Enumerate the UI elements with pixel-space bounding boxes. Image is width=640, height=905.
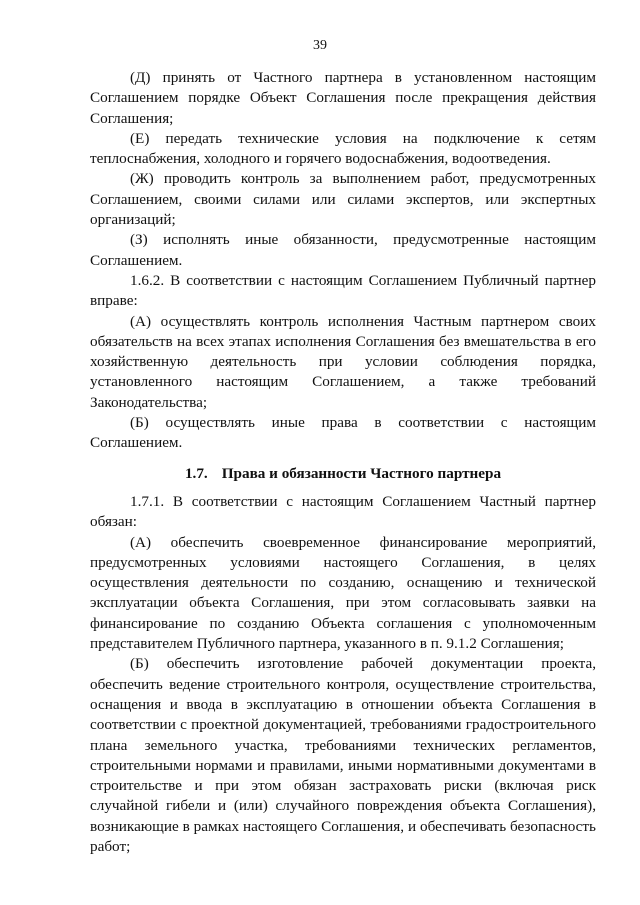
paragraph-1-6-2: 1.6.2. В соответствии с настоящим Соглашением Публичный партнер вправе: xyxy=(90,271,596,310)
paragraph-1-7-1: 1.7.1. В соответствии с настоящим Соглашением Частный партнер обязан: xyxy=(90,492,596,531)
paragraph-a-control-execution: (А) осуществлять контроль исполнения Частным партнером своих обязательств на всех этапах исполнения Соглашения без вмешательства в его хозяйственную деятельность при условии соблюдения порядка, установленного настоящим Соглашением, а также требований Законодательства; xyxy=(90,312,596,411)
section-title: Права и обязанности Частного партнера xyxy=(221,464,502,482)
page-number: 39 xyxy=(313,38,327,53)
paragraph-b-other-rights: (Б) осуществлять иные права в соответствии с настоящим Соглашением. xyxy=(90,414,596,452)
paragraph-zh-control-works: (Ж) проводить контроль за выполнением работ, предусмотренных Соглашением, своими силами или силами экспертов, или экспертных организаций; xyxy=(90,170,596,229)
section-number: 1.7. xyxy=(184,464,208,482)
document-body xyxy=(90,68,596,857)
paragraph-b-documentation: (Б) обеспечить изготовление рабочей документации проекта, обеспечить ведение строительного контроля, осуществление строительства, оснащения и ввода в эксплуатацию в отношении объекта Соглашения в соответствии с проектной документацией, требованиями градостроительного плана земельного участка, требованиями технических регламентов, строительными нормами и правилами, иными нормативными документами в строительстве и при этом обязан застраховать риски (включая риск случайной гибели и (или) случайного повреждения объекта Соглашения), возникающие в рамках настоящего Соглашения, и обеспечивать безопасность работ; xyxy=(90,655,596,855)
paragraph-e-technical-conditions: (Е) передать технические условия на подключение к сетям теплоснабжения, холодного и горячего водоснабжения, водоотведения. xyxy=(90,129,596,168)
section-heading xyxy=(90,464,596,484)
paragraph-d-accept-object: (Д) принять от Частного партнера в установленном настоящим Соглашением порядке Объект Соглашения после прекращения действия Соглашения; xyxy=(90,69,596,127)
paragraph-z-other-duties: (З) исполнять иные обязанности, предусмотренные настоящим Соглашением. xyxy=(90,231,596,269)
paragraph-a-financing: (А) обеспечить своевременное финансирование мероприятий, предусмотренных условиями настоящего Соглашения, в целях осуществления деятельности по созданию, оснащению и технической эксплуатации объекта Соглашения, при этом согласовывать заявки на финансирование по созданию Объекта соглашения с уполномоченным представителем Публичного партнера, указанного в п. 9.1.2 Соглашения; xyxy=(90,533,596,653)
